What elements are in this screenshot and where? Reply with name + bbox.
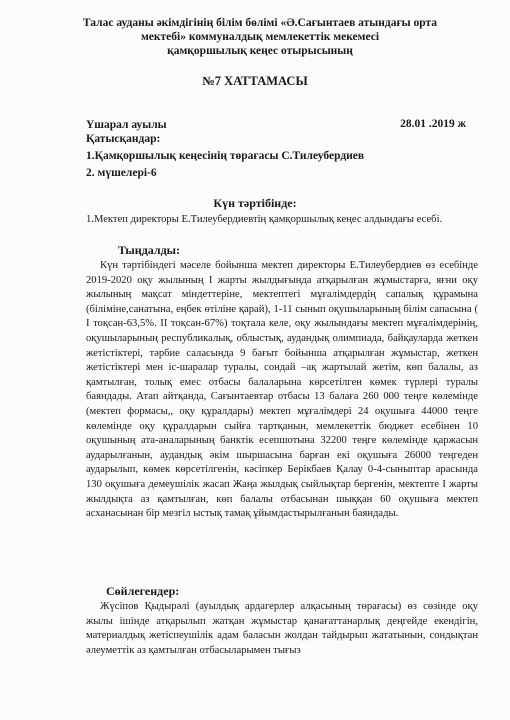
speakers-heading: Сөйлегендер:	[106, 584, 180, 598]
listened-text: Күн тәртібіндегі мәселе бойынша мектеп директоры Е.Тилеубердиев өз есебінде 2019-2020 оқу жылының I жарты жылдығында атқарылған жұмыстарға, яғни оқу жылының мақсат міндеттеріне, мектептегі мұғалімдердің сапалық құрамына (біліміне,санатына, еңбек өтіліне қарай), 1-11 сынып оқушыларының білім сапасына ( I тоқсан-63,5%. II тоқсан-67%) тоқтала келе, оқу жылындағы мектеп мұғалімдерінің, оқушыларының республикалық, облыстық, аудандық олимпиада, байқауларда жеткен жетістіктері, тәрбие саласында 9 бағыт бойынша атқарылған жұмыстар, жеткен жетістіктері мен іс-шаралар туралы, сондай –ақ жартылай жетім, көп балалы, аз қамтылған, толық емес отбасы балаларына көрсетілген көмек түрлері туралы баяндады. Атап айтқанда, Сағынтаевтар отбасы 13 балаға 260 000 теңге көлемінде (мектеп формасы,, оқу құралдары) мектеп мұғалімдері 24 оқушыға 44000 теңге көлемінде оқу құралдарын сыйға тартқанын, мемлекеттік бюджет есебінен 10 оқушының ата-аналарының банктік есепшотына 32200 теңге көлемінде қаржасын аударылғанын, аудандық әкім шыршасына барған екі оқушыға 26000 теңгеден аударылып, көмек көрсетілгенін, кәсіпкер Берікбаев Қалау 0-4-сыныптар арасында 130 оқушыға демеушілік жасап Жаңа жылдық сыйлықтар бергенін, мектепте I жарты жылдықта аз қамтылған, көп балалы отбасынан шыққан 60 оқушыға мектеп асханасынан бір мезгіл ыстық тамақ ұйымдастырылғанын баяндады.	[86, 260, 478, 520]
listened-heading: Тыңдалды:	[118, 243, 181, 257]
participant-chair: 1.Қамқоршылық кеңесінің төрағасы С.Тилеубердиев	[86, 150, 365, 162]
speakers-text: Жүсіпов Қыдырәлі (ауылдық ардагерлер алқасының төрағасы) өз сөзінде оқу жылы ішінде атқарылып жатқан жұмыстар қанағаттанарлық деңгейде екендігін, материалдық жетіспеушілік адам баласын жолдан тайдырып жататынын, сондықтан әлеуметтік аз қамтылған отбасыларымен тығыз	[86, 601, 478, 656]
document-title: №7 ХАТТАМАСЫ	[202, 74, 308, 88]
header-line-3: қамқоршылық кеңес отырысының	[167, 45, 353, 57]
agenda-item-1: 1.Мектеп директоры Е.Тилеубердиевтің қамқоршылық кеңес алдындағы есебі.	[86, 214, 443, 225]
header-line-2: мектебі» коммуналдық мемлекеттік мекемесі	[140, 31, 380, 43]
participant-members: 2. мүшелері-6	[86, 167, 157, 179]
meeting-date: 28.01 .2019 ж	[400, 118, 466, 130]
meeting-place: Үшарал ауылы	[86, 119, 167, 131]
participants-label: Қатысқандар:	[86, 133, 161, 145]
header-line-1: Талас ауданы әкімдігінің білім бөлімі «Ә.Сағынтаев атындағы орта	[82, 17, 438, 29]
agenda-heading: Күн тәртібінде:	[213, 196, 297, 210]
